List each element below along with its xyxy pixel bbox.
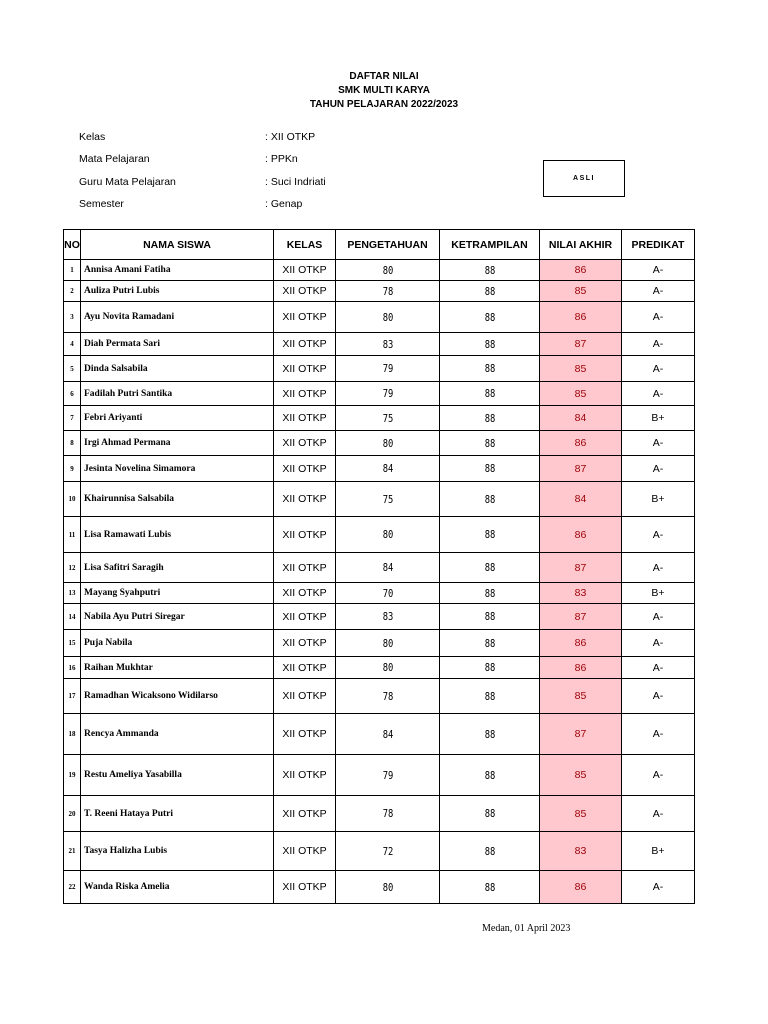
- cell-nilai-akhir: 85: [540, 755, 622, 796]
- cell-nilai-akhir: 86: [540, 517, 622, 553]
- info-value-kelas: : XII OTKP: [265, 131, 316, 143]
- cell-kelas: XII OTKP: [274, 356, 336, 382]
- cell-nama: Lisa Safitri Saragih: [81, 553, 274, 583]
- cell-nilai-akhir: 87: [540, 456, 622, 482]
- title-year: TAHUN PELAJARAN 2022/2023: [309, 99, 459, 110]
- cell-pengetahuan: 79: [346, 755, 429, 796]
- cell-ketrampilan: 88: [450, 382, 530, 406]
- cell-predikat: B+: [622, 583, 695, 604]
- cell-predikat: A-: [622, 657, 695, 679]
- cell-predikat: A-: [622, 382, 695, 406]
- cell-no: 18: [64, 714, 81, 755]
- cell-nama: Rencya Ammanda: [81, 714, 274, 755]
- info-value-mapel: : PPKn: [265, 153, 298, 165]
- cell-nama: Nabila Ayu Putri Siregar: [81, 604, 274, 630]
- cell-predikat: A-: [622, 260, 695, 281]
- cell-no: 16: [64, 657, 81, 679]
- table-row: [64, 281, 695, 302]
- cell-nilai-akhir: 83: [540, 832, 622, 871]
- cell-ketrampilan: 88: [450, 302, 530, 333]
- cell-kelas: XII OTKP: [274, 583, 336, 604]
- cell-ketrampilan: 88: [450, 356, 530, 382]
- cell-ketrampilan: 88: [450, 755, 530, 796]
- col-header-predikat: PREDIKAT: [622, 230, 695, 260]
- cell-pengetahuan: 78: [346, 281, 429, 302]
- cell-pengetahuan: 84: [346, 553, 429, 583]
- cell-kelas: XII OTKP: [274, 406, 336, 431]
- cell-no: 2: [64, 281, 81, 302]
- cell-predikat: A-: [622, 553, 695, 583]
- cell-pengetahuan: 80: [346, 302, 429, 333]
- cell-kelas: XII OTKP: [274, 333, 336, 356]
- cell-nama: Raihan Mukhtar: [81, 657, 274, 679]
- cell-kelas: XII OTKP: [274, 679, 336, 714]
- cell-kelas: XII OTKP: [274, 431, 336, 456]
- cell-no: 1: [64, 260, 81, 281]
- cell-kelas: XII OTKP: [274, 281, 336, 302]
- cell-ketrampilan: 88: [450, 679, 530, 714]
- cell-nilai-akhir: 84: [540, 482, 622, 517]
- cell-no: 4: [64, 333, 81, 356]
- cell-nilai-akhir: 85: [540, 281, 622, 302]
- cell-nilai-akhir: 86: [540, 630, 622, 657]
- cell-kelas: XII OTKP: [274, 630, 336, 657]
- cell-no: 13: [64, 583, 81, 604]
- cell-nama: Jesinta Novelina Simamora: [81, 456, 274, 482]
- cell-predikat: A-: [622, 755, 695, 796]
- cell-no: 12: [64, 553, 81, 583]
- cell-ketrampilan: 88: [450, 456, 530, 482]
- footer-date: Medan, 01 April 2023: [482, 923, 571, 934]
- cell-ketrampilan: 88: [450, 714, 530, 755]
- cell-kelas: XII OTKP: [274, 832, 336, 871]
- cell-pengetahuan: 84: [346, 714, 429, 755]
- cell-predikat: A-: [622, 333, 695, 356]
- cell-kelas: XII OTKP: [274, 604, 336, 630]
- table-row: [64, 431, 695, 456]
- cell-ketrampilan: 88: [450, 553, 530, 583]
- cell-no: 19: [64, 755, 81, 796]
- cell-no: 21: [64, 832, 81, 871]
- cell-predikat: A-: [622, 517, 695, 553]
- cell-pengetahuan: 78: [346, 796, 429, 832]
- col-header-nilai-akhir: NILAI AKHIR: [540, 230, 622, 260]
- cell-ketrampilan: 88: [450, 431, 530, 456]
- cell-no: 17: [64, 679, 81, 714]
- cell-nama: Dinda Salsabila: [81, 356, 274, 382]
- table-row: [64, 260, 695, 281]
- cell-pengetahuan: 83: [346, 333, 429, 356]
- table-row: [64, 482, 695, 517]
- cell-pengetahuan: 78: [346, 679, 429, 714]
- table-body: [64, 260, 695, 904]
- cell-pengetahuan: 80: [346, 657, 429, 679]
- info-value-semester: : Genap: [265, 198, 303, 210]
- cell-ketrampilan: 88: [450, 260, 530, 281]
- cell-nilai-akhir: 83: [540, 583, 622, 604]
- info-value-guru: : Suci Indriati: [265, 176, 326, 188]
- cell-nama: Tasya Halizha Lubis: [81, 832, 274, 871]
- cell-ketrampilan: 88: [450, 657, 530, 679]
- info-label-mapel: Mata Pelajaran: [79, 153, 150, 165]
- cell-pengetahuan: 75: [346, 406, 429, 431]
- cell-no: 20: [64, 796, 81, 832]
- table-row: [64, 553, 695, 583]
- grades-table: [63, 229, 695, 904]
- cell-nama: Ramadhan Wicaksono Widilarso: [81, 679, 274, 714]
- cell-predikat: A-: [622, 302, 695, 333]
- cell-kelas: XII OTKP: [274, 657, 336, 679]
- col-header-kelas: KELAS: [274, 230, 336, 260]
- cell-pengetahuan: 75: [346, 482, 429, 517]
- cell-ketrampilan: 88: [450, 517, 530, 553]
- table-row: [64, 832, 695, 871]
- cell-nilai-akhir: 86: [540, 431, 622, 456]
- cell-pengetahuan: 80: [346, 871, 429, 904]
- cell-pengetahuan: 80: [346, 431, 429, 456]
- title-daftar-nilai: DAFTAR NILAI: [349, 71, 419, 82]
- cell-predikat: A-: [622, 281, 695, 302]
- cell-ketrampilan: 88: [450, 871, 530, 904]
- cell-nama: Annisa Amani Fatiha: [81, 260, 274, 281]
- info-label-semester: Semester: [79, 198, 124, 210]
- table-header-row: [64, 230, 695, 260]
- cell-nama: Diah Permata Sari: [81, 333, 274, 356]
- table-row: [64, 406, 695, 431]
- cell-kelas: XII OTKP: [274, 302, 336, 333]
- cell-nama: Lisa Ramawati Lubis: [81, 517, 274, 553]
- cell-ketrampilan: 88: [450, 333, 530, 356]
- cell-nilai-akhir: 87: [540, 333, 622, 356]
- cell-no: 9: [64, 456, 81, 482]
- cell-nama: Puja Nabila: [81, 630, 274, 657]
- cell-predikat: A-: [622, 431, 695, 456]
- table-row: [64, 382, 695, 406]
- cell-ketrampilan: 88: [450, 482, 530, 517]
- cell-predikat: A-: [622, 714, 695, 755]
- cell-nilai-akhir: 85: [540, 679, 622, 714]
- cell-pengetahuan: 80: [346, 630, 429, 657]
- table-row: [64, 657, 695, 679]
- cell-no: 7: [64, 406, 81, 431]
- cell-predikat: A-: [622, 871, 695, 904]
- cell-no: 10: [64, 482, 81, 517]
- table-row: [64, 871, 695, 904]
- cell-kelas: XII OTKP: [274, 755, 336, 796]
- title-school: SMK MULTI KARYA: [338, 85, 430, 96]
- cell-kelas: XII OTKP: [274, 553, 336, 583]
- cell-nama: Fadilah Putri Santika: [81, 382, 274, 406]
- cell-no: 3: [64, 302, 81, 333]
- cell-pengetahuan: 80: [346, 517, 429, 553]
- cell-nama: Khairunnisa Salsabila: [81, 482, 274, 517]
- cell-no: 14: [64, 604, 81, 630]
- table-row: [64, 456, 695, 482]
- table-row: [64, 583, 695, 604]
- cell-ketrampilan: 88: [450, 796, 530, 832]
- cell-kelas: XII OTKP: [274, 517, 336, 553]
- cell-nilai-akhir: 86: [540, 302, 622, 333]
- col-header-nama: NAMA SISWA: [81, 230, 274, 260]
- col-header-ketrampilan: KETRAMPILAN: [440, 230, 540, 260]
- cell-nilai-akhir: 84: [540, 406, 622, 431]
- cell-no: 5: [64, 356, 81, 382]
- cell-pengetahuan: 83: [346, 604, 429, 630]
- table-row: [64, 517, 695, 553]
- cell-pengetahuan: 72: [346, 832, 429, 871]
- cell-nama: Wanda Riska Amelia: [81, 871, 274, 904]
- asli-stamp-box: ASLI: [543, 160, 625, 197]
- cell-nilai-akhir: 85: [540, 382, 622, 406]
- cell-kelas: XII OTKP: [274, 482, 336, 517]
- cell-kelas: XII OTKP: [274, 871, 336, 904]
- cell-pengetahuan: 80: [346, 260, 429, 281]
- cell-predikat: A-: [622, 679, 695, 714]
- cell-predikat: A-: [622, 630, 695, 657]
- cell-pengetahuan: 79: [346, 356, 429, 382]
- cell-pengetahuan: 79: [346, 382, 429, 406]
- cell-kelas: XII OTKP: [274, 456, 336, 482]
- cell-nilai-akhir: 85: [540, 796, 622, 832]
- cell-nilai-akhir: 87: [540, 553, 622, 583]
- col-header-no: NO: [64, 230, 81, 260]
- cell-ketrampilan: 88: [450, 630, 530, 657]
- cell-kelas: XII OTKP: [274, 796, 336, 832]
- col-header-pengetahuan: PENGETAHUAN: [336, 230, 440, 260]
- table-row: [64, 755, 695, 796]
- table-row: [64, 604, 695, 630]
- cell-predikat: A-: [622, 796, 695, 832]
- cell-nama: Ayu Novita Ramadani: [81, 302, 274, 333]
- cell-nama: T. Reeni Hataya Putri: [81, 796, 274, 832]
- table-row: [64, 356, 695, 382]
- cell-nilai-akhir: 86: [540, 657, 622, 679]
- cell-nilai-akhir: 87: [540, 714, 622, 755]
- cell-predikat: A-: [622, 356, 695, 382]
- cell-ketrampilan: 88: [450, 604, 530, 630]
- cell-ketrampilan: 88: [450, 583, 530, 604]
- cell-kelas: XII OTKP: [274, 260, 336, 281]
- cell-kelas: XII OTKP: [274, 382, 336, 406]
- table-row: [64, 679, 695, 714]
- cell-no: 6: [64, 382, 81, 406]
- cell-predikat: A-: [622, 604, 695, 630]
- cell-no: 22: [64, 871, 81, 904]
- cell-no: 15: [64, 630, 81, 657]
- cell-predikat: B+: [622, 482, 695, 517]
- cell-kelas: XII OTKP: [274, 714, 336, 755]
- cell-nilai-akhir: 86: [540, 260, 622, 281]
- table-row: [64, 302, 695, 333]
- table-row: [64, 714, 695, 755]
- table-row: [64, 333, 695, 356]
- cell-predikat: B+: [622, 832, 695, 871]
- cell-ketrampilan: 88: [450, 406, 530, 431]
- table-row: [64, 796, 695, 832]
- cell-ketrampilan: 88: [450, 832, 530, 871]
- cell-nama: Auliza Putri Lubis: [81, 281, 274, 302]
- cell-ketrampilan: 88: [450, 281, 530, 302]
- info-label-guru: Guru Mata Pelajaran: [79, 176, 176, 188]
- cell-predikat: A-: [622, 456, 695, 482]
- cell-nama: Restu Ameliya Yasabilla: [81, 755, 274, 796]
- info-label-kelas: Kelas: [79, 131, 106, 143]
- cell-nama: Febri Ariyanti: [81, 406, 274, 431]
- cell-nilai-akhir: 86: [540, 871, 622, 904]
- cell-no: 8: [64, 431, 81, 456]
- cell-nama: Mayang Syahputri: [81, 583, 274, 604]
- cell-nilai-akhir: 87: [540, 604, 622, 630]
- cell-nama: Irgi Ahmad Permana: [81, 431, 274, 456]
- table-row: [64, 630, 695, 657]
- cell-pengetahuan: 84: [346, 456, 429, 482]
- cell-pengetahuan: 70: [346, 583, 429, 604]
- cell-no: 11: [64, 517, 81, 553]
- cell-nilai-akhir: 85: [540, 356, 622, 382]
- cell-predikat: B+: [622, 406, 695, 431]
